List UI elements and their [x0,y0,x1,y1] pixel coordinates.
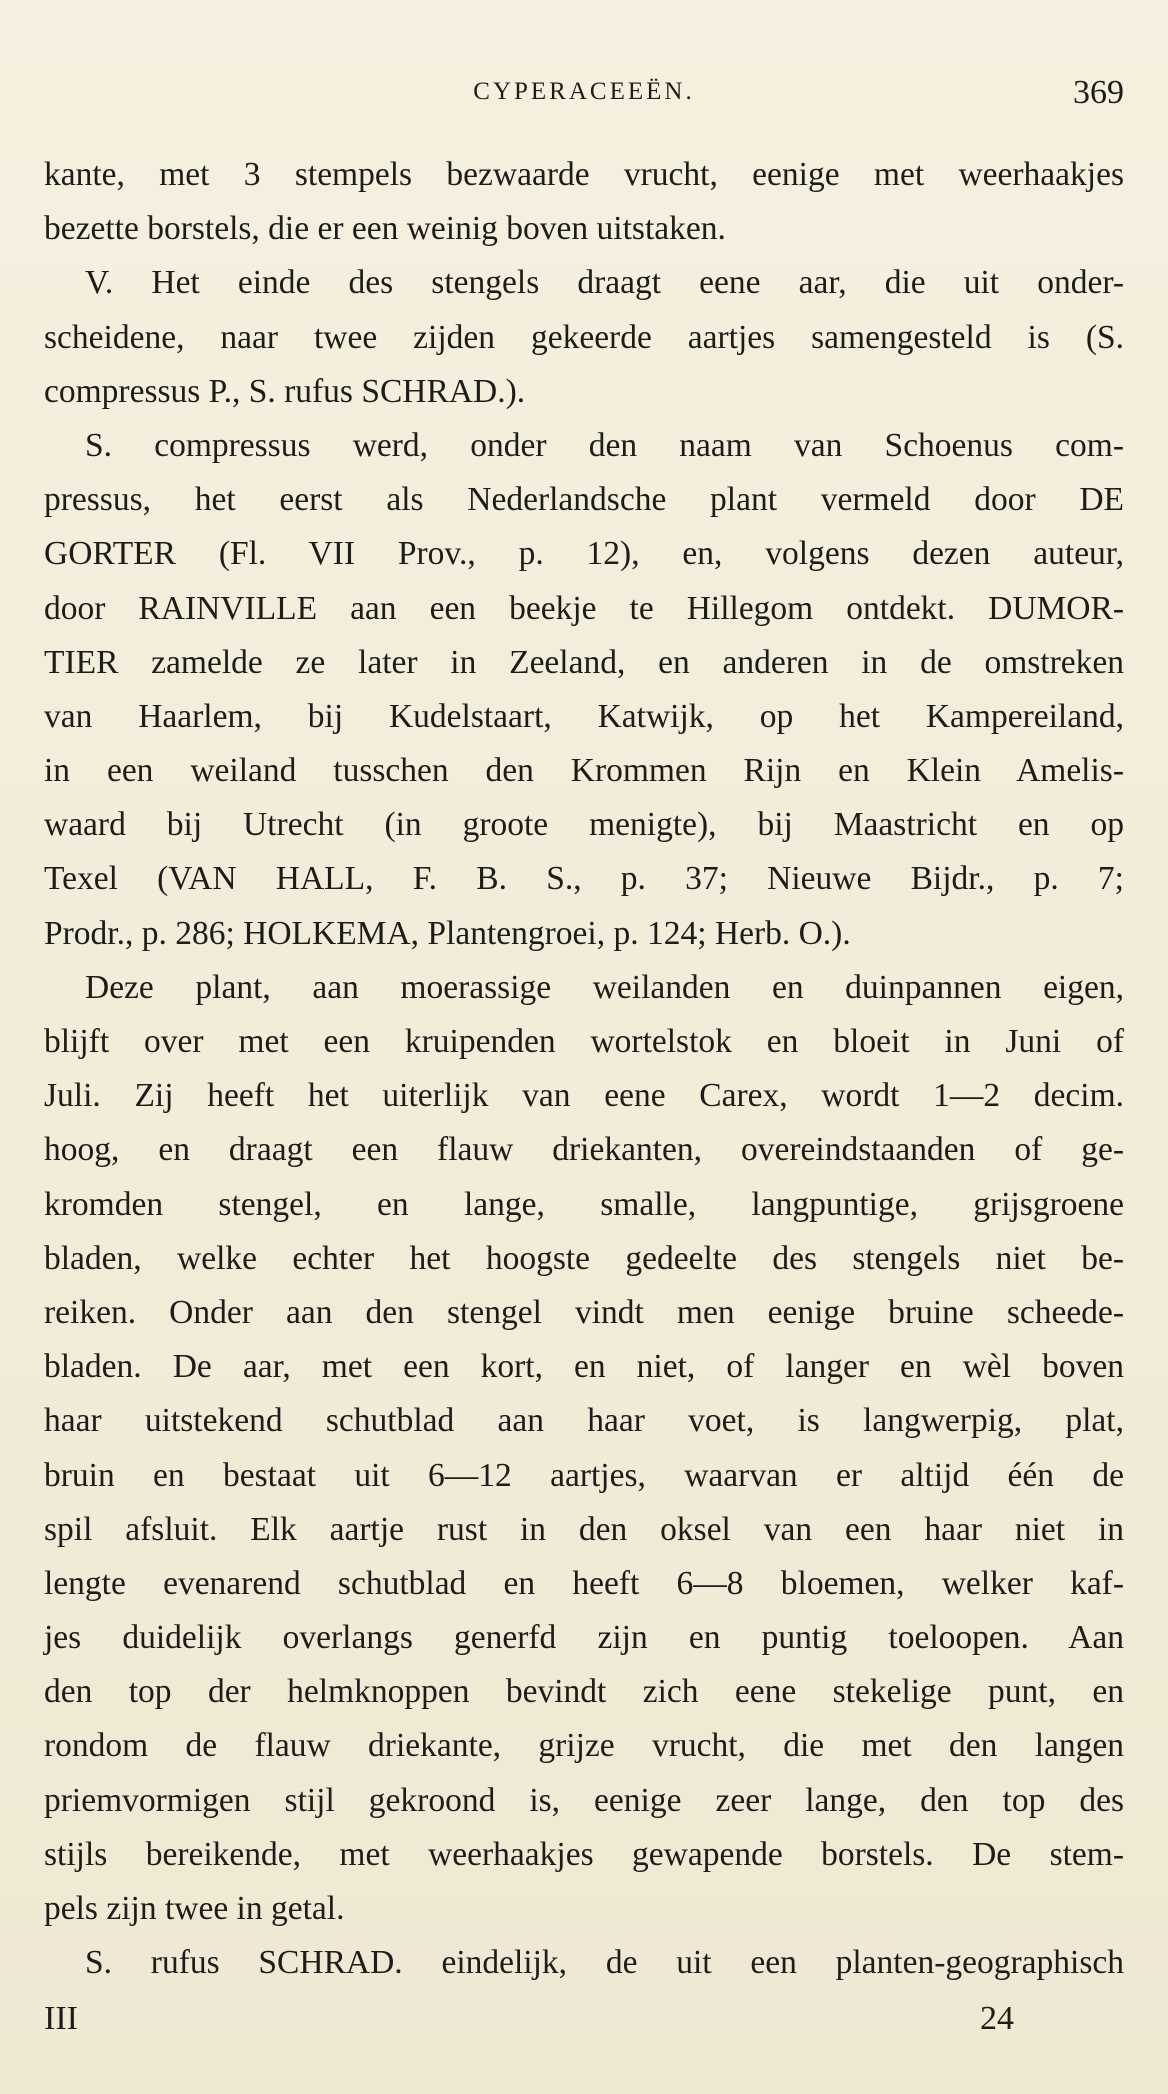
text-line: hoog, en draagt een flauw driekanten, overeindstaanden of ge- [44,1131,1124,1169]
text-line: V. Het einde des stengels draagt eene aar, die uit onder- [85,264,1124,302]
text-line: TIER zamelde ze later in Zeeland, en anderen in de omstreken [44,643,1124,681]
text-line: bezette borstels, die er een weinig boven uitstaken. [44,210,726,248]
sheet-number: 24 [980,2000,1014,2037]
text-line: spil afsluit. Elk aartje rust in den oksel van een haar niet in [44,1510,1124,1548]
text-line: GORTER (Fl. VII Prov., p. 12), en, volgens dezen auteur, [44,535,1124,573]
text-line: bruin en bestaat uit 6—12 aartjes, waarvan er altijd één de [44,1456,1124,1494]
text-line: reiken. Onder aan den stengel vindt men eenige bruine scheede- [44,1293,1124,1331]
text-line: kante, met 3 stempels bezwaarde vrucht, eenige met weerhaakjes [44,156,1124,193]
text-line: stijls bereikende, met weerhaakjes gewapende borstels. De stem- [44,1835,1124,1873]
text-line: priemvormigen stijl gekroond is, eenige zeer lange, den top des [44,1781,1124,1819]
running-head: CYPERACEEËN. [473,78,695,105]
text-line: in een weiland tusschen den Krommen Rijn en Klein Amelis- [44,752,1124,790]
page-header [44,74,1124,114]
page-number: 369 [1073,74,1124,111]
signature-mark: III [44,2000,78,2037]
text-line: kromden stengel, en lange, smalle, langpuntige, grijsgroene [44,1185,1124,1223]
text-line: scheidene, naar twee zijden gekeerde aartjes samengesteld is (S. [44,318,1124,356]
text-line: S. compressus werd, onder den naam van Schoenus com- [85,426,1124,464]
text-line: haar uitstekend schutblad aan haar voet, is langwerpig, plat, [44,1402,1124,1440]
page-footer [44,2000,1124,2044]
text-line: den top der helmknoppen bevindt zich eene stekelige punt, en [44,1673,1124,1711]
text-line: jes duidelijk overlangs generfd zijn en puntig toeloopen. Aan [44,1619,1124,1657]
text-line: Texel (VAN HALL, F. B. S., p. 37; Nieuwe Bijdr., p. 7; [44,860,1124,898]
text-line: waard bij Utrecht (in groote menigte), bij Maastricht en op [44,806,1124,844]
text-line: bladen, welke echter het hoogste gedeelte des stengels niet be- [44,1239,1124,1277]
text-line: bladen. De aar, met een kort, en niet, of langer en wèl boven [44,1348,1124,1386]
text-line: lengte evenarend schutblad en heeft 6—8 bloemen, welker kaf- [44,1564,1124,1602]
text-line: blijft over met een kruipenden wortelstok en bloeit in Juni of [44,1023,1124,1060]
text-line: door RAINVILLE aan een beekje te Hillegom ontdekt. DUMOR- [44,589,1124,627]
text-line: rondom de flauw driekante, grijze vrucht, die met den langen [44,1727,1124,1765]
text-line: pels zijn twee in getal. [44,1890,345,1927]
text-line: Deze plant, aan moerassige weilanden en duinpannen eigen, [85,968,1124,1006]
text-line: S. rufus SCHRAD. eindelijk, de uit een planten-geographisch [85,1944,1124,1982]
text-line: van Haarlem, bij Kudelstaart, Katwijk, op het Kampereiland, [44,697,1124,735]
text-line: pressus, het eerst als Nederlandsche plant vermeld door DE [44,481,1124,519]
text-line: Juli. Zij heeft het uiterlijk van eene Carex, wordt 1—2 decim. [44,1077,1124,1115]
text-line: compressus P., S. rufus SCHRAD.). [44,372,526,410]
text-line: Prodr., p. 286; HOLKEMA, Plantengroei, p. 124; Herb. O.). [44,914,851,952]
body-text [44,148,1124,1990]
